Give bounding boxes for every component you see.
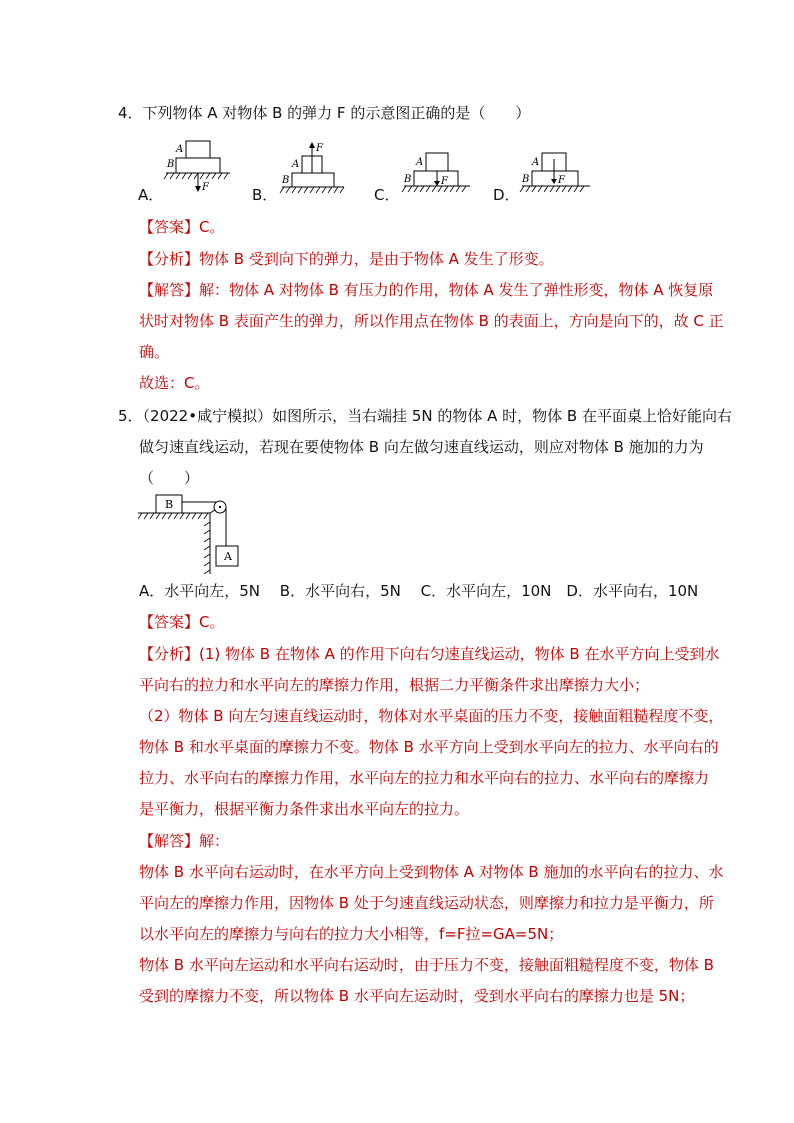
q4-stem: 4．下列物体 A 对物体 B 的弹力 F 的示意图正确的是（ ） [118, 104, 531, 122]
q5-answer [139, 612, 679, 632]
q5-stem-line-1: 5．（2022•咸宁模拟）如图所示，当右端挂 5N 的物体 A 时，物体 B 在平面桌上恰好能向右 [118, 407, 732, 425]
q5-analysis-text-1: (1) 物体 B 在物体 A 的作用下向右匀速直线运动，物体 B 在水平方向上受到水 [199, 645, 720, 663]
q4d-label-f: F [558, 175, 565, 186]
q4c-label-b: B [404, 174, 412, 185]
q4-option-d: D． [493, 186, 520, 204]
q5-solution-tag: 【解答】 [139, 832, 200, 850]
q4b-label-a: A [292, 159, 300, 170]
q4-analysis [139, 249, 679, 269]
q5-solution-line-5: 受到的摩擦力不变，所以物体 B 水平向左运动时，受到水平向右的摩擦力也是 5N； [139, 987, 695, 1005]
q5-figure [138, 492, 258, 574]
q4c-label-f: F [441, 176, 448, 187]
q5-solution-head-line [139, 831, 679, 851]
q4-figure-c [402, 153, 470, 192]
q4d-label-b: B [522, 174, 530, 185]
q4d-label-a: A [532, 157, 540, 168]
q5-analysis-line-3: （2）物体 B 向左匀速直线运动时，物体对水平桌面的压力不变，接触面粗糙程度不变， [139, 707, 724, 725]
q4-solution-line-1 [139, 280, 714, 300]
q4b-label-f: F [316, 143, 323, 154]
q5-solution-line-4: 物体 B 水平向左运动和水平向右运动时，由于压力不变，接触面粗糙程度不变，物体 B [139, 956, 714, 974]
q4b-label-b: B [282, 175, 290, 186]
q4-option-a: A． [138, 186, 164, 204]
q4-figure-d [520, 153, 590, 192]
q4-option-c: C． [374, 186, 400, 204]
q4a-label-f: F [202, 182, 209, 193]
q5-label-a: A [224, 550, 232, 563]
q4-figure-a [164, 141, 230, 193]
q4-solution-text-1: 解：物体 A 对物体 B 有压力的作用，物体 A 发生了弹性形变，物体 A 恢复原 [199, 281, 714, 299]
q4-solution-line-3: 确。 [139, 343, 170, 361]
q4-analysis-text: 物体 B 受到向下的弹力，是由于物体 A 发生了形变。 [199, 250, 554, 268]
q5-solution-head: 解： [199, 832, 230, 850]
q5-analysis-line-1 [139, 644, 720, 664]
q4-figures [130, 135, 600, 205]
q4-answer [139, 217, 679, 237]
q5-stem-line-3: （ ） [139, 469, 200, 487]
q5-analysis-line-6: 是平衡力，根据平衡力条件求出水平向左的拉力。 [139, 800, 470, 818]
q4-figure-b [280, 142, 344, 193]
q4-analysis-tag: 【分析】 [139, 250, 200, 268]
q4-option-b: B． [252, 186, 278, 204]
q5-solution-line-1: 物体 B 水平向右运动时，在水平方向上受到物体 A 对物体 B 施加的水平向右的拉力、水 [139, 863, 724, 881]
q4a-label-b: B [167, 159, 175, 170]
q5-solution-line-2: 平向左的摩擦力作用，因物体 B 处于匀速直线运动状态，则摩擦力和拉力是平衡力，所 [139, 894, 714, 912]
q5-answer-value: C。 [199, 613, 225, 631]
q4-solution-tag: 【解答】 [139, 281, 200, 299]
q5-options: A．水平向左，5N B．水平向右，5N C．水平向左，10N D．水平向右，10N [139, 582, 699, 600]
q5-analysis-line-5: 拉力、水平向右的摩擦力作用，水平向左的拉力和水平向右的拉力、水平向右的摩擦力 [139, 769, 710, 787]
q4-answer-value: C。 [199, 218, 225, 236]
q5-solution-line-3: 以水平向左的摩擦力与向右的拉力大小相等，f=F拉=GA=5N； [139, 925, 564, 943]
q5-analysis-tag: 【分析】 [139, 645, 200, 663]
q4-solution-line-2: 状时对物体 B 表面产生的弹力，所以作用点在物体 B 的表面上，方向是向下的，故 C 正 [139, 312, 724, 330]
q4a-label-a: A [176, 144, 184, 155]
q5-analysis-line-4: 物体 B 和水平桌面的摩擦力不变。物体 B 水平方向上受到水平向左的拉力、水平向右的 [139, 738, 719, 756]
q5-label-b: B [165, 498, 174, 511]
q5-analysis-line-2: 平向右的拉力和水平向左的摩擦力作用，根据二力平衡条件求出摩擦力大小； [139, 676, 650, 694]
q4-answer-tag: 【答案】 [139, 218, 200, 236]
q5-answer-tag: 【答案】 [139, 613, 200, 631]
q4c-label-a: A [416, 157, 424, 168]
q5-stem-line-2: 做匀速直线运动，若现在要使物体 B 向左做匀速直线运动，则应对物体 B 施加的力为 [139, 438, 704, 456]
q4-choose: 故选：C。 [139, 374, 210, 392]
